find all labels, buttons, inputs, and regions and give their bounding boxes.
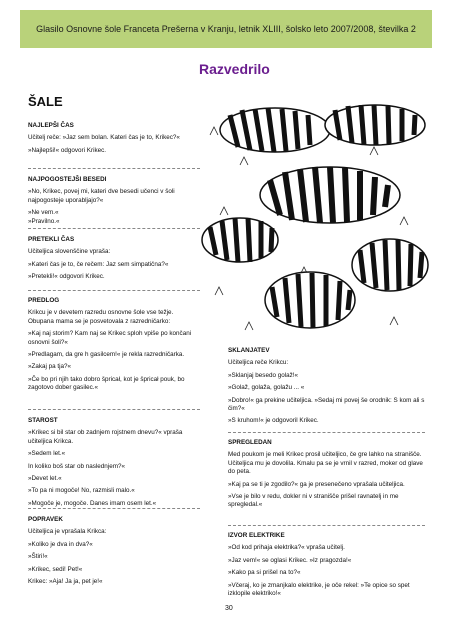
joke-line: Učiteljica slovenščine vpraša: [28, 248, 111, 256]
joke-title: POPRAVEK [28, 516, 63, 523]
joke-title: SPREGLEDAN [228, 439, 272, 446]
joke-line: »Najlepši!« odgovori Krikec. [28, 146, 107, 154]
left-column-5 [28, 417, 200, 512]
joke-title: IZVOR ELEKTRIKE [228, 532, 285, 539]
joke-line: Krikec: »Aja! Ja ja, pet je!« [28, 578, 103, 586]
zebra-drawing [200, 95, 430, 337]
joke-line: »Pravilno.« [28, 217, 60, 225]
joke-line: »Dobro!« ga prekine učiteljica. »Sedaj mi povej še orodnik: S kom ali s čim?« [228, 396, 425, 413]
joke-line: Učiteljica reče Krikcu: [228, 359, 289, 367]
joke-line: In koliko boš star ob naslednjem?« [28, 462, 125, 470]
joke-line: »Sklanjaj besedo golaž!« [228, 371, 299, 379]
left-column [28, 122, 200, 159]
joke-line: »Krikec si bil star ob zadnjem rojstnem dnevu?« vpraša učiteljica Krikca. [28, 429, 183, 445]
left-column-3 [28, 236, 200, 286]
joke-line: »Kaj pa se ti je zgodilo?« ga je presenečeno vprašala učiteljica. [228, 480, 405, 488]
separator [28, 290, 200, 291]
joke-line: »Včeraj, ko je zmanjkalo elektrike, je oče rekel: »Te opice so spet izklopile elektriko!« [228, 581, 410, 598]
joke-line: Učitelj reče: »Jaz sem bolan. Kateri čas je to, Krikec?« [28, 134, 180, 142]
joke-line: Učiteljica je vprašala Krikca: [28, 528, 107, 536]
joke-line: »Predlagam, da gre h gasilcem!« je rekla razredničarka. [28, 351, 185, 359]
joke-line: Med poukom je meli Krikec prosil učiteljico, če gre lahko na stranišče. Učiteljica mu je dovolila. Kmalu pa se je vrnil v razred, moker od glave do peta. [228, 451, 423, 476]
joke-title: SKLANJATEV [228, 347, 270, 354]
joke-line: »No, Krikec, povej mi, kateri dve besedi učenci v šoli najpogosteje uporabljajo?« [28, 188, 175, 204]
joke-line: »Štiri!« [28, 553, 48, 561]
joke-line: »Sedem let.« [28, 450, 66, 458]
newsletter-header-text: Glasilo Osnovne šole Franceta Prešerna v Kranju, letnik XLIII, šolsko leto 2007/2008, številka 2 [36, 24, 416, 34]
zebra-illustration [200, 95, 430, 337]
joke-line: »Koliko je dva in dva?« [28, 540, 93, 548]
joke-title: STAROST [28, 417, 58, 424]
page-heading: ŠALE [28, 94, 63, 109]
joke-line: »Ne vem.« [28, 209, 59, 217]
left-column-6 [28, 516, 200, 590]
joke-line: »Kaj naj storim? Kam naj se Krikec sploh vpiše po končani osnovni šoli?« [28, 330, 192, 346]
joke-line: »Od kod prihaja elektrika?« vpraša učitelj. [228, 544, 345, 552]
joke-title: PRETEKLI ČAS [28, 236, 75, 243]
joke-line: »Jaz vem!« se oglasi Krikec. »Iz pragozda!« [228, 556, 352, 564]
separator [28, 228, 200, 229]
left-column-2 [28, 176, 200, 230]
joke-line: »Kako pa si prišel na to?« [228, 569, 301, 577]
separator [28, 409, 200, 410]
joke-najlepsi-cas [28, 122, 200, 155]
joke-line: »To pa ni mogoče! No, razmisli malo.« [28, 487, 135, 495]
separator [228, 525, 425, 526]
joke-line: »Mogoče je, mogoče. Danes imam osem let.« [28, 499, 157, 507]
separator [28, 168, 200, 169]
joke-title: NAJPOGOSTEJŠI BESEDI [28, 176, 107, 183]
section-title: Razvedrilo [199, 61, 270, 77]
joke-line: »Vse je bilo v redu, dokler ni v stranišče prišel ravnatelj in me spregledal.« [228, 493, 399, 509]
joke-title: PREDLOG [28, 297, 60, 304]
separator [228, 432, 425, 433]
right-column-3 [228, 532, 425, 602]
joke-line: »Če bo pri njih tako dobro špricał, kot je špricał pouk, bo zagotovo dober gasilec.« [28, 375, 185, 392]
page-number: 30 [225, 605, 233, 612]
joke-line: »S kruhom!« je odgovoril Krikec. [228, 417, 319, 425]
joke-line: Krikcu je v devetem razredu osnovne šole vse težje. Obupana mama se je posvetovala z razredničarko: [28, 309, 174, 325]
joke-line: »Krikec, sedi! Pet!« [28, 565, 83, 573]
newsletter-header-band [20, 10, 432, 48]
right-column [228, 347, 425, 430]
joke-title: NAJLEPŠI ČAS [28, 122, 74, 129]
left-column-4 [28, 297, 200, 397]
right-column-2 [228, 439, 425, 514]
joke-line: »Devet let.« [28, 475, 62, 483]
separator [28, 508, 200, 509]
joke-line: »Golaž, golaža, golažu ... « [228, 384, 305, 392]
joke-line: »Zakaj pa tja?« [28, 363, 72, 371]
joke-line: »Pretekli!« odgovori Krikec. [28, 273, 105, 281]
joke-line: »Kateri čas je to, če rečem: Jaz sem simpatična?« [28, 260, 169, 268]
